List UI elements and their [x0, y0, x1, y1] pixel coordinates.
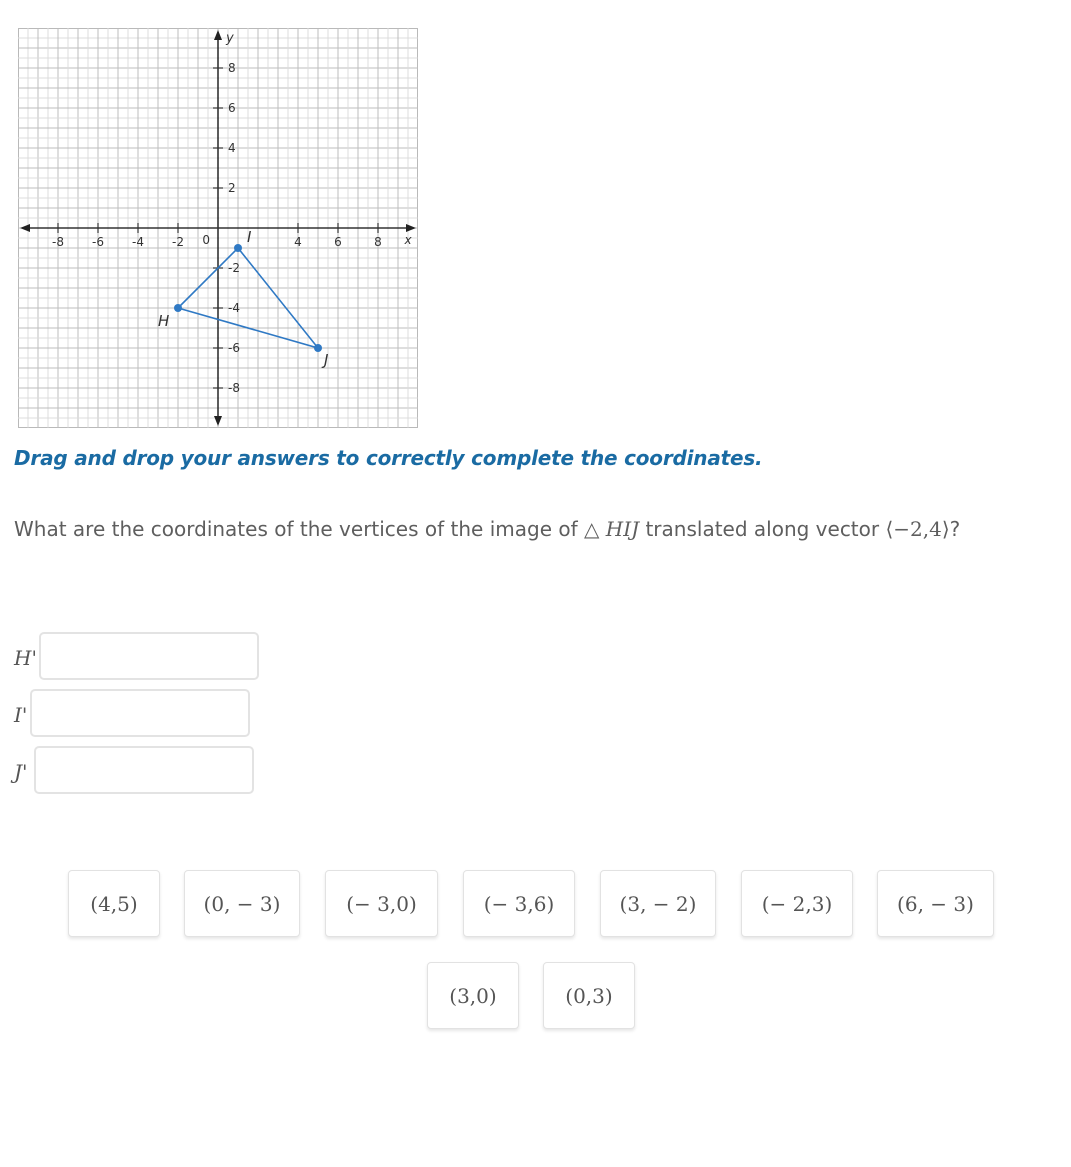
drop-zone-h[interactable]: [39, 632, 259, 680]
x-tick-label: -8: [52, 235, 64, 249]
answer-chip[interactable]: (3, − 2): [600, 870, 716, 937]
vertex-point-i: [234, 244, 242, 252]
y-tick-label: -6: [228, 341, 240, 355]
x-tick-label: -2: [172, 235, 184, 249]
drop-zone-i[interactable]: [30, 689, 250, 737]
origin-label: 0: [202, 233, 210, 247]
vertex-point-j: [314, 344, 322, 352]
x-tick-label: -6: [92, 235, 104, 249]
x-tick-label: -4: [132, 235, 144, 249]
y-tick-label: 4: [228, 141, 236, 155]
vertex-label-j: J: [324, 351, 329, 369]
question-prefix: What are the coordinates of the vertices of the image of: [14, 517, 584, 541]
question-middle: translated along vector: [639, 517, 886, 541]
answer-chip[interactable]: (− 3,6): [463, 870, 575, 937]
answer-chip[interactable]: (− 2,3): [741, 870, 853, 937]
answer-chip[interactable]: (0, − 3): [184, 870, 300, 937]
answer-chip[interactable]: (4,5): [68, 870, 160, 937]
y-tick-label: -4: [228, 301, 240, 315]
answer-label-h: H': [14, 646, 37, 670]
question-text: [14, 517, 960, 541]
vertex-label-h: H: [158, 312, 170, 330]
answer-chip[interactable]: (0,3): [543, 962, 635, 1029]
triangle-name: HIJ: [599, 517, 640, 541]
answer-label-i: I': [14, 703, 28, 727]
instruction-text: Drag and drop your answers to correctly complete the coordinates.: [14, 446, 763, 470]
answer-label-j: J': [14, 760, 28, 784]
y-tick-label: -8: [228, 381, 240, 395]
coordinate-graph: [18, 28, 418, 428]
vertex-label-i: I: [247, 228, 252, 246]
x-tick-label: 6: [334, 235, 342, 249]
y-tick-label: 2: [228, 181, 236, 195]
x-axis-label: x: [404, 233, 412, 247]
y-tick-label: 8: [228, 61, 236, 75]
y-tick-label: -2: [228, 261, 240, 275]
translation-vector: ⟨−2,4⟩: [885, 517, 950, 541]
y-tick-label: 6: [228, 101, 236, 115]
drop-zone-j[interactable]: [34, 746, 254, 794]
triangle-symbol: △: [584, 517, 600, 541]
x-tick-label: 8: [374, 235, 382, 249]
vertex-point-h: [174, 304, 182, 312]
answer-chip[interactable]: (3,0): [427, 962, 519, 1029]
x-tick-label: 4: [294, 235, 302, 249]
answer-chip[interactable]: (6, − 3): [877, 870, 994, 937]
y-axis-label: y: [226, 31, 234, 46]
answer-chip[interactable]: (− 3,0): [325, 870, 438, 937]
question-suffix: ?: [949, 517, 961, 541]
